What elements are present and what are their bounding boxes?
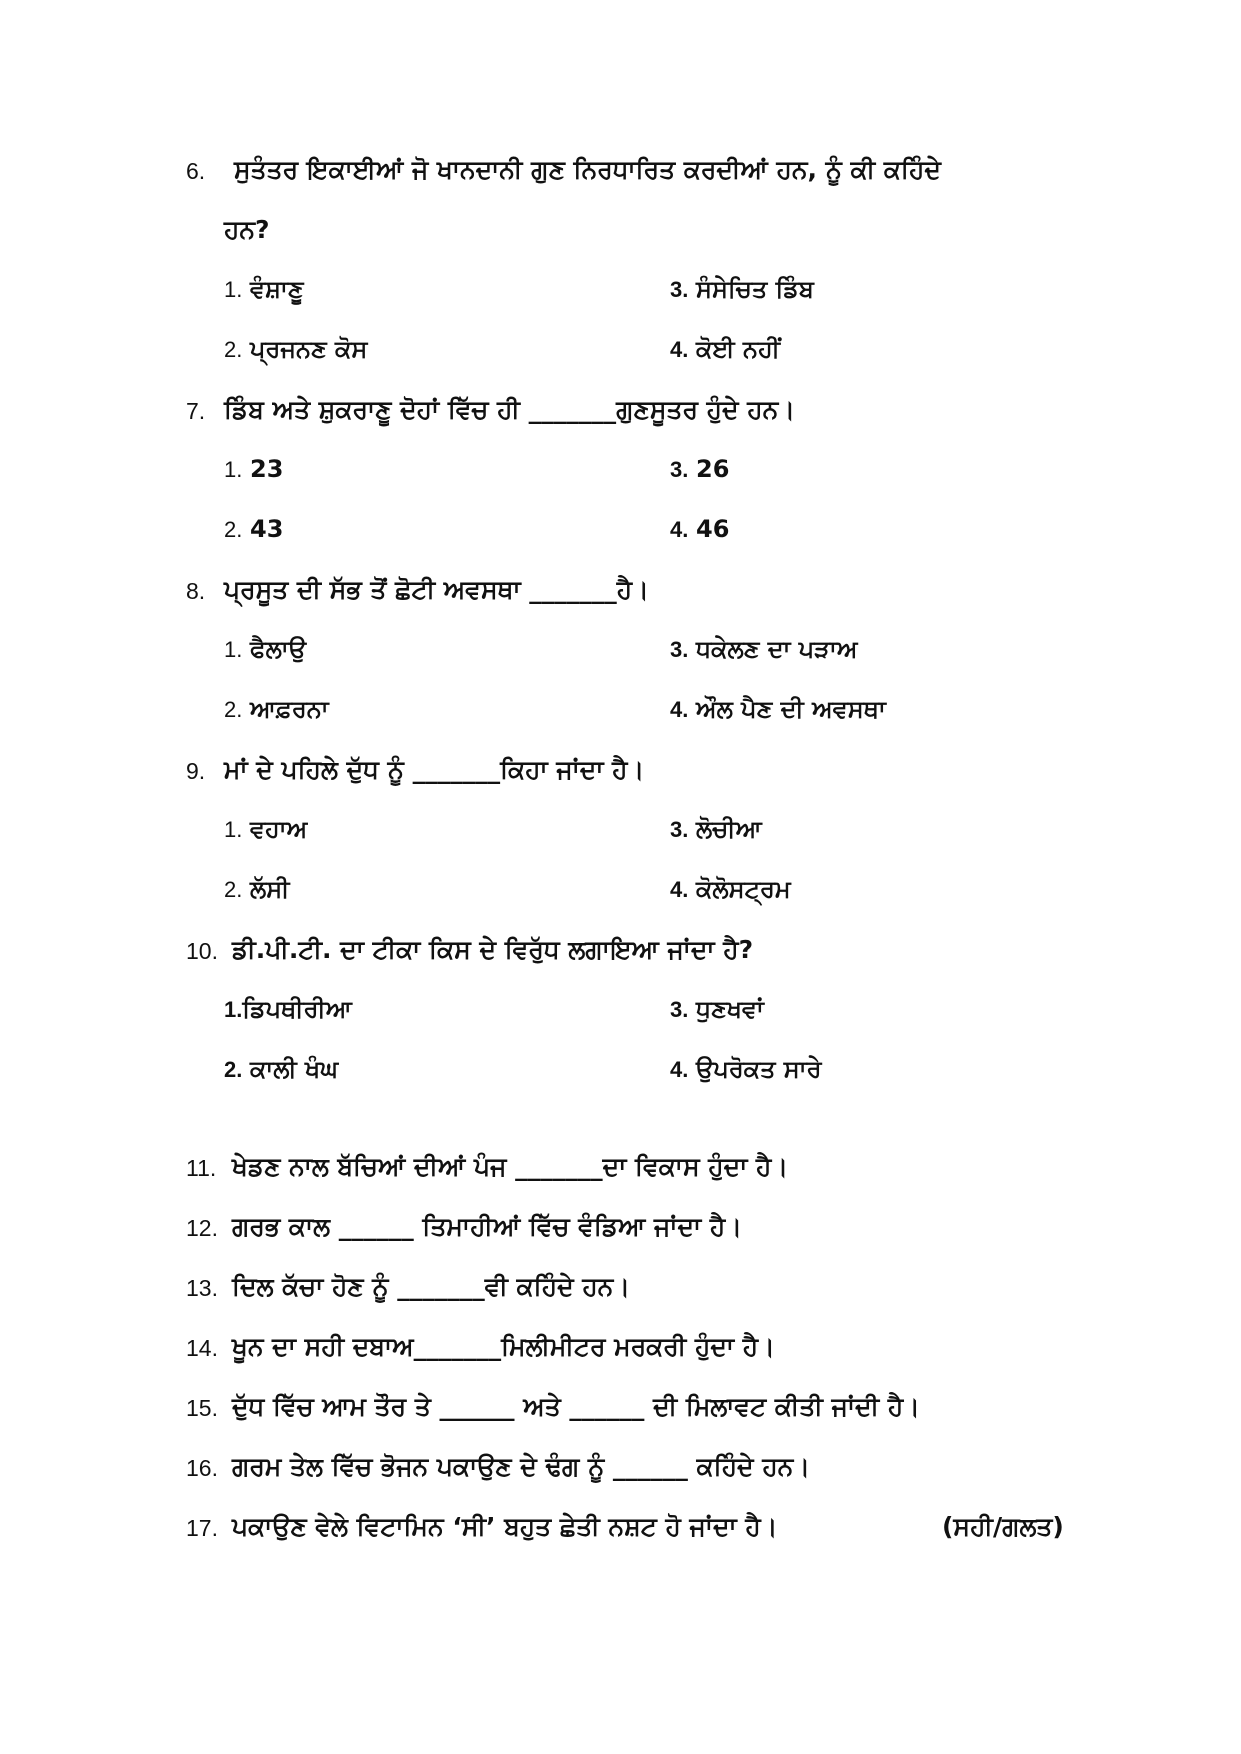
question-number: 9. xyxy=(186,758,206,784)
option-3: 3. ਧੁਣਖਵਾਂ xyxy=(670,995,764,1023)
question-text: ਗਰਭ ਕਾਲ ______ ਤਿਮਾਹੀਆਂ ਵਿੱਚ ਵੰਡਿਆ ਜਾਂਦਾ ਹੈ। xyxy=(232,1212,743,1241)
question-number: 10. xyxy=(186,938,218,964)
option-2: 2. 43 xyxy=(224,515,284,543)
option-1: 1.ਡਿਪਥੀਰੀਆ xyxy=(224,995,352,1023)
question-number: 12. xyxy=(186,1215,218,1241)
question-text: ਦੁੱਧ ਵਿੱਚ ਆਮ ਤੌਰ ਤੇ ______ ਅਤੇ ______ ਦੀ ਮਿਲਾਵਟ ਕੀਤੀ ਜਾਂਦੀ ਹੈ। xyxy=(232,1392,921,1421)
option-1: 1. ਵੰਸ਼ਾਣੂ xyxy=(224,275,304,303)
question-number: 15. xyxy=(186,1395,218,1421)
question-text: ਪਕਾਉਣ ਵੇਲੇ ਵਿਟਾਮਿਨ ‘ਸੀ’ ਬਹੁਤ ਛੇਤੀ ਨਸ਼ਟ ਹੋ ਜਾਂਦਾ ਹੈ। xyxy=(232,1512,778,1541)
option-4: 4. ਉਪਰੋਕਤ ਸਾਰੇ xyxy=(670,1055,822,1083)
question-number: 11. xyxy=(186,1155,217,1181)
option-3: 3. 26 xyxy=(670,455,730,483)
question-number: 14. xyxy=(186,1335,218,1361)
option-2: 2. ਕਾਲੀ ਖੰਘ xyxy=(224,1055,339,1083)
option-3: 3. ਸੰਸੇਚਿਤ ਡਿੰਬ xyxy=(670,275,814,303)
question-text: ਸੁਤੰਤਰ ਇਕਾਈਆਂ ਜੋ ਖਾਨਦਾਨੀ ਗੁਣ ਨਿਰਧਾਰਿਤ ਕਰਦੀਆਂ ਹਨ, ਨੂੰ ਕੀ ਕਹਿੰਦੇ xyxy=(234,155,941,184)
question-number: 7. xyxy=(186,398,206,424)
option-1: 1. ਫੈਲਾਉ xyxy=(224,635,307,663)
question-number: 13. xyxy=(186,1275,218,1301)
question-text: ਡੀ.ਪੀ.ਟੀ. ਦਾ ਟੀਕਾ ਕਿਸ ਦੇ ਵਿਰੁੱਧ ਲਗਾਇਆ ਜਾਂਦਾ ਹੈ? xyxy=(232,935,754,964)
question-number: 16. xyxy=(186,1455,218,1481)
option-1: 1. 23 xyxy=(224,455,284,483)
question-number: 6. xyxy=(186,158,206,184)
option-2: 2. ਲੱਸੀ xyxy=(224,875,290,903)
option-4: 4. 46 xyxy=(670,515,730,543)
question-text: ਖੂਨ ਦਾ ਸਹੀ ਦਬਾਅ_______ਮਿਲੀਮੀਟਰ ਮਰਕਰੀ ਹੁੰਦਾ ਹੈ। xyxy=(232,1332,775,1361)
option-1: 1. ਵਹਾਅ xyxy=(224,815,308,843)
question-text: ਦਿਲ ਕੱਚਾ ਹੋਣ ਨੂੰ _______ਵੀ ਕਹਿੰਦੇ ਹਨ। xyxy=(232,1272,631,1301)
question-text: ਗਰਮ ਤੇਲ ਵਿੱਚ ਭੋਜਨ ਪਕਾਉਣ ਦੇ ਢੰਗ ਨੂੰ ______ ਕਹਿੰਦੇ ਹਨ। xyxy=(232,1452,811,1481)
question-text: ਡਿੰਬ ਅਤੇ ਸ਼ੁਕਰਾਣੂ ਦੋਹਾਂ ਵਿੱਚ ਹੀ _______ਗੁਣਸੂਤਰ ਹੁੰਦੇ ਹਨ। xyxy=(224,395,796,424)
question-number: 8. xyxy=(186,578,206,604)
option-4: 4. ਕੋਈ ਨਹੀਂ xyxy=(670,335,780,363)
question-text-continued: ਹਨ? xyxy=(224,215,270,244)
question-text: ਖੇਡਣ ਨਾਲ ਬੱਚਿਆਂ ਦੀਆਂ ਪੰਜ _______ਦਾ ਵਿਕਾਸ ਹੁੰਦਾ ਹੈ। xyxy=(232,1152,789,1181)
option-2: 2. ਪ੍ਰਜਨਣ ਕੋਸ xyxy=(224,335,368,363)
question-number: 17. xyxy=(186,1515,218,1541)
question-text: ਮਾਂ ਦੇ ਪਹਿਲੇ ਦੁੱਧ ਨੂੰ _______ਕਿਹਾ ਜਾਂਦਾ ਹੈ। xyxy=(224,755,645,784)
option-3: 3. ਲੋਚੀਆ xyxy=(670,815,762,843)
question-text: ਪ੍ਰਸੂਤ ਦੀ ਸੱਭ ਤੋਂ ਛੋਟੀ ਅਵਸਥਾ _______ਹੈ। xyxy=(224,575,649,604)
true-false-hint: (ਸਹੀ/ਗਲਤ) xyxy=(942,1512,1064,1541)
option-3: 3. ਧਕੇਲਣ ਦਾ ਪੜਾਅ xyxy=(670,635,858,663)
option-2: 2. ਆਫ਼ਰਨਾ xyxy=(224,695,329,723)
option-4: 4. ਕੋਲੋਸਟ੍ਰਮ xyxy=(670,875,791,903)
option-4: 4. ਔਲ ਪੈਣ ਦੀ ਅਵਸਥਾ xyxy=(670,695,886,723)
